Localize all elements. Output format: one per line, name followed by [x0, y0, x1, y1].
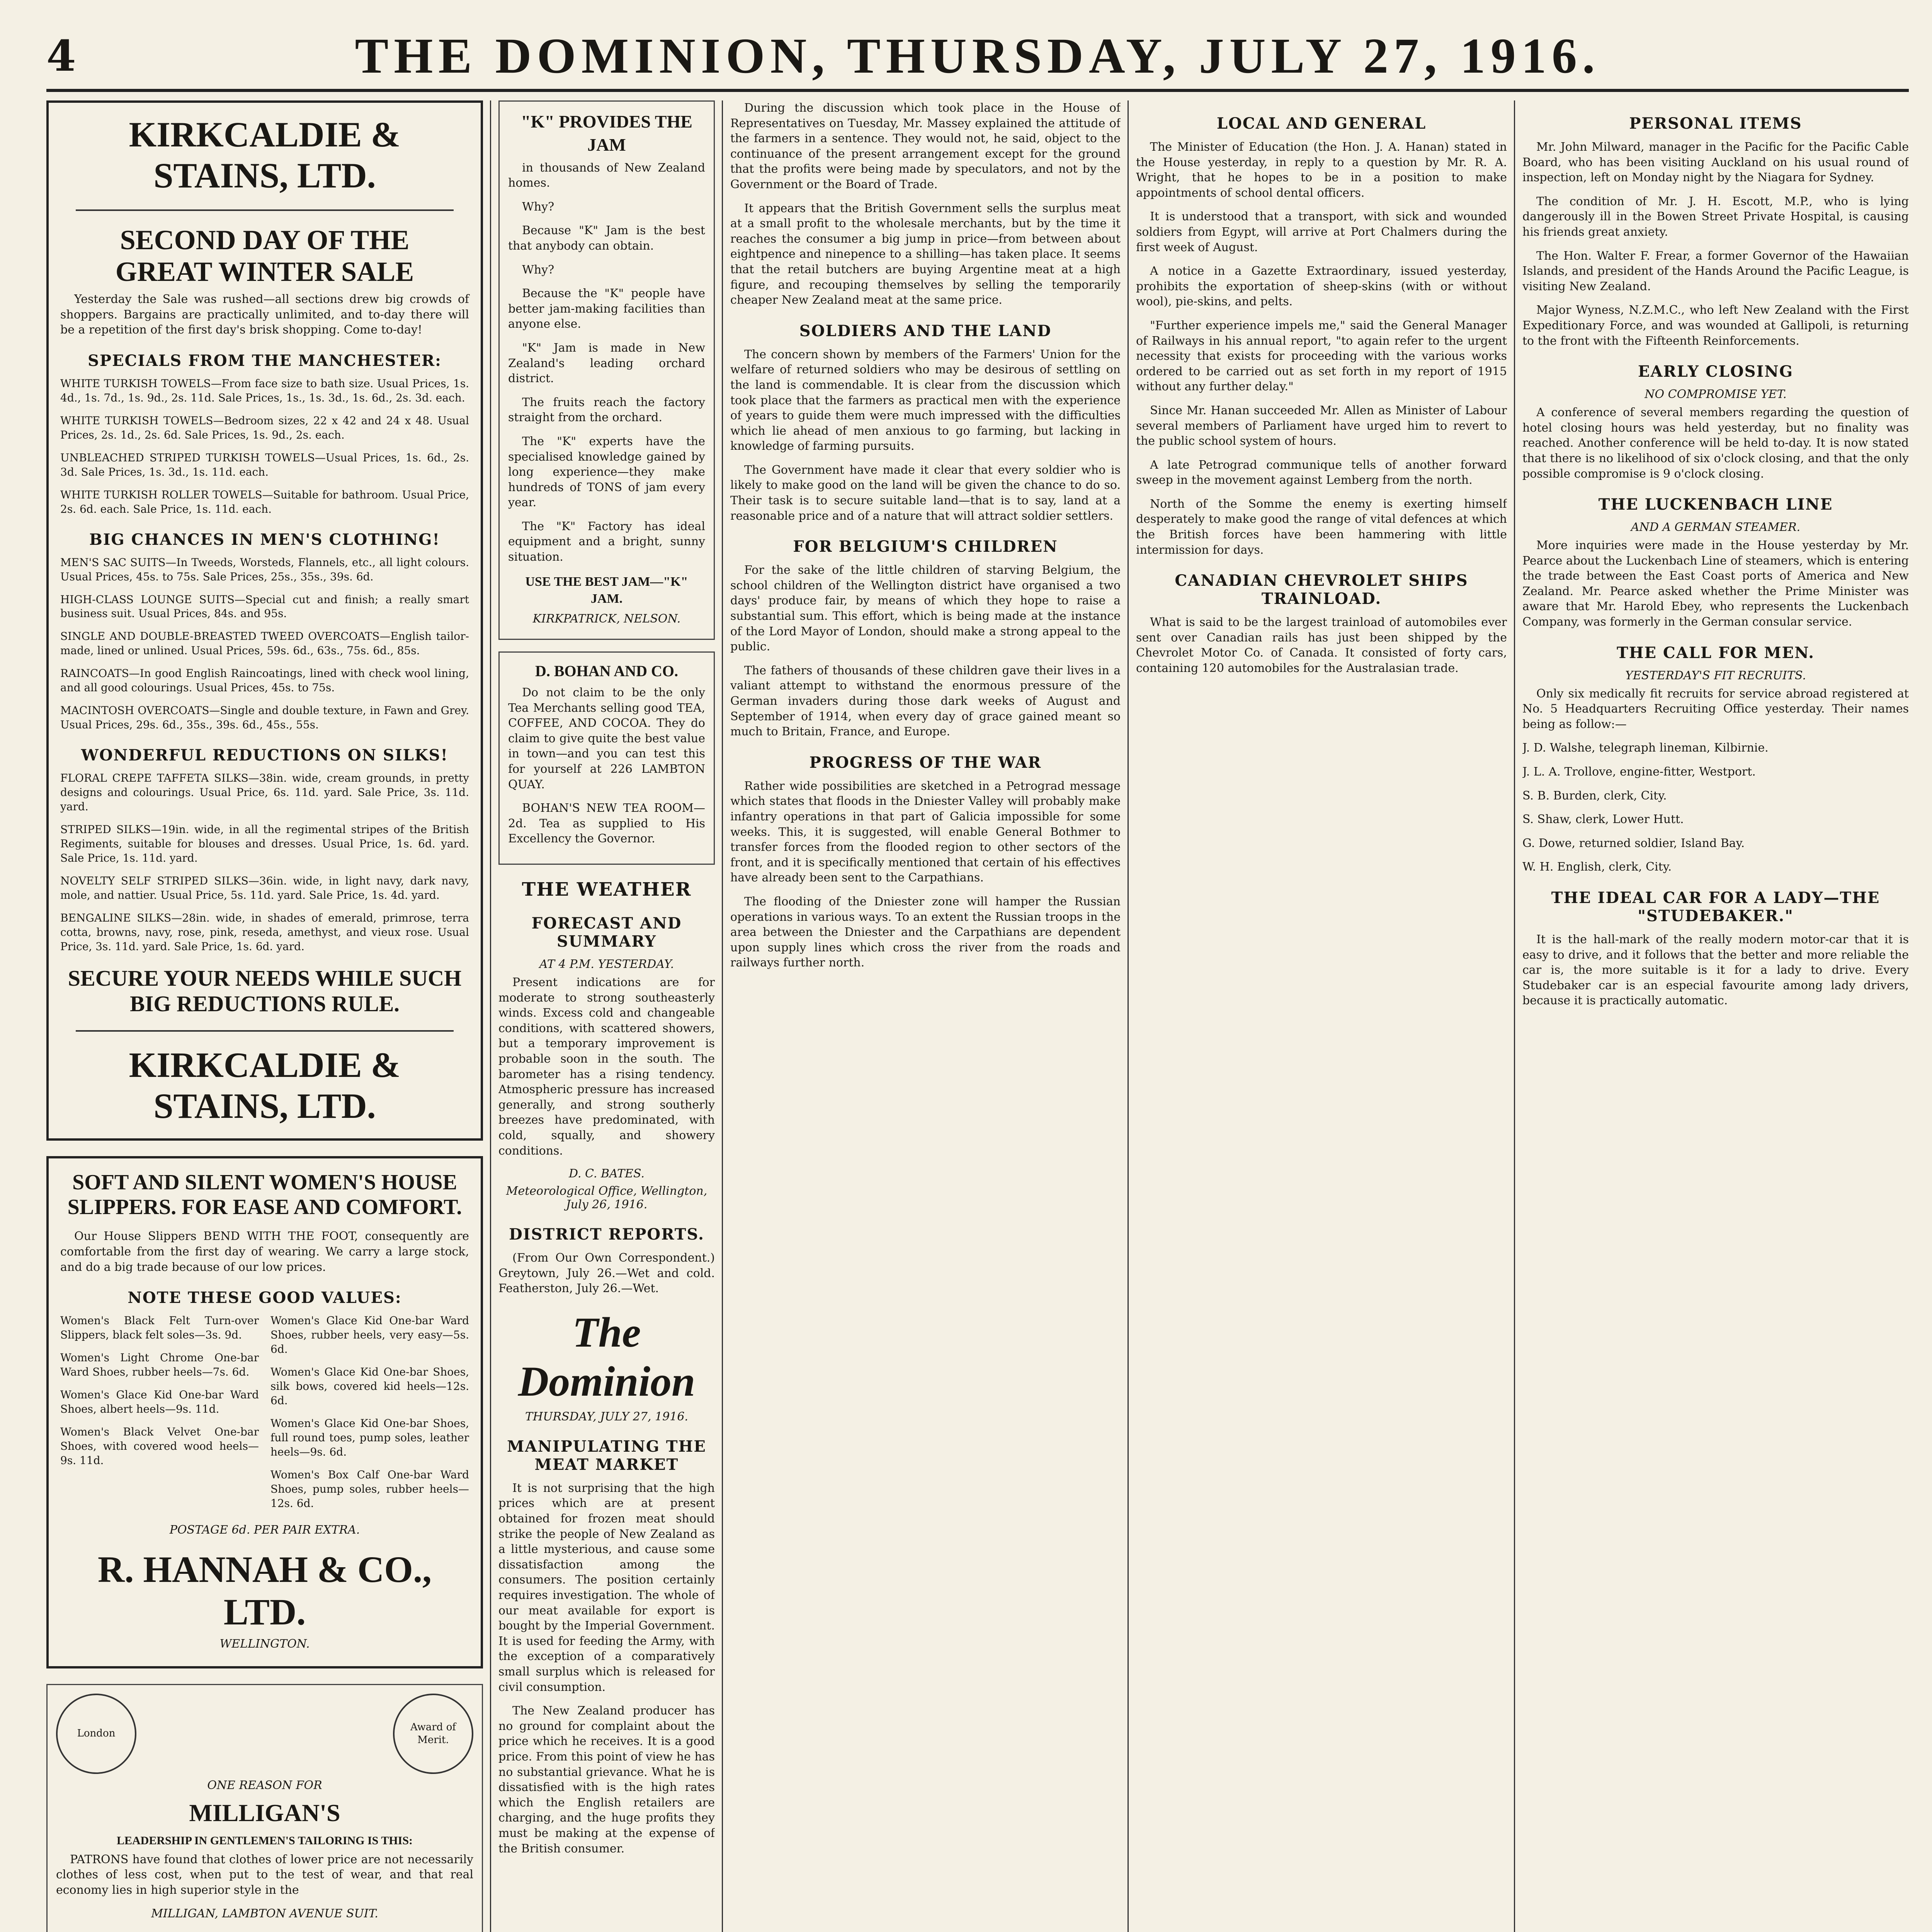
jam-line: Because the "K" people have better jam-making facilities than anyone else.	[508, 287, 705, 331]
weather-signed: D. C. BATES.	[568, 1167, 645, 1181]
jam-line: Why?	[522, 200, 554, 214]
lower-ads-left	[46, 1684, 483, 1932]
specials-heading: SPECIALS FROM THE MANCHESTER:	[88, 351, 442, 370]
list-item: WHITE TURKISH TOWELS—From face size to bath size. Usual Prices, 1s. 4d., 1s. 7d., 1s. 9d., 2s. 11d. Sale Prices, 1s., 1s. 3d., 1s. 6d., 2s. 3d. each.	[60, 377, 469, 404]
list-item: STRIPED SILKS—19in. wide, in all the regimental stripes of the British Regiments, suitable for blouses and dresses. Usual Price, 1s. 6d. yard. Sale Price, 1s. 11d. yard.	[60, 823, 469, 864]
award-icon: Award of Merit.	[393, 1694, 473, 1774]
column-rule	[490, 100, 491, 1932]
paragraph: A notice in a Gazette Extraordinary, issued yesterday, prohibits the exportation of sheep-skins (with or without wool), pie-skins, and pelts.	[1136, 264, 1507, 309]
call-title: THE CALL FOR MEN.	[1616, 643, 1815, 662]
column-4	[1136, 100, 1507, 1932]
list-item: WHITE TURKISH TOWELS—Bedroom sizes, 22 x 42 and 24 x 48. Usual Prices, 2s. 1d., 2s. 6d. Sale Prices, 1s. 9d., 2s. each.	[60, 414, 469, 441]
silks-heading: WONDERFUL REDUCTIONS ON SILKS!	[81, 746, 449, 765]
milligans-body: PATRONS have found that clothes of lower price are not necessarily clothes of less cost, when put to the test of wear, and that real economy lies in high superior style in the	[56, 1852, 473, 1897]
list-item: J. D. Walshe, telegraph lineman, Kilbirnie.	[1522, 741, 1769, 755]
list-item: Women's Glace Kid One-bar Shoes, full round toes, pump soles, leather heels—9s. 6d.	[270, 1417, 469, 1458]
paragraph: What is said to be the largest trainload of automobiles ever sent over Canadian rails has just been shipped by the Chevrolet Motor Co. of Canada. It consisted of forty cars, containing 120 automobiles for the Australasian trade.	[1136, 616, 1507, 675]
hannah-name: R. HANNAH & CO., LTD.	[98, 1548, 432, 1633]
list-item: G. Dowe, returned soldier, Island Bay.	[1522, 836, 1745, 850]
jam-line: The "K" experts have the specialised knowledge gained by long experience—they make hundreds of TONS of jam every year.	[508, 434, 705, 510]
soldiers-title: SOLDIERS AND THE LAND	[799, 321, 1052, 340]
recruit-list	[1522, 740, 1909, 875]
car-title: THE IDEAL CAR FOR A LADY—THE "STUDEBAKER."	[1551, 889, 1880, 925]
list-item: Women's Black Felt Turn-over Slippers, black felt soles—3s. 9d.	[60, 1314, 259, 1342]
tea-body: Do not claim to be the only Tea Merchants selling good TEA, COFFEE, AND COCOA. They do claim to give quite the best value in town—and you can test this for yourself at 226 LAMBTON QUAY.	[508, 686, 705, 791]
list-item: MEN'S SAC SUITS—In Tweeds, Worsteds, Flannels, etc., all light colours. Usual Prices, 45s. to 75s. Sale Prices, 25s., 35s., 39s. 6d.	[60, 556, 469, 583]
list-item: W. H. English, clerk, City.	[1522, 860, 1672, 874]
list-item: NOVELTY SELF STRIPED SILKS—36in. wide, in light navy, dark navy, mole, and nattier. Usual Price, 5s. 11d. yard. Sale Price, 1s. 4d. yard.	[60, 874, 469, 901]
tea-ad	[498, 651, 715, 865]
personal-title: PERSONAL ITEMS	[1629, 114, 1802, 133]
mens-heading: BIG CHANCES IN MEN'S CLOTHING!	[89, 530, 440, 549]
paragraph: Mr. John Milward, manager in the Pacific for the Pacific Cable Board, who has been visiting Auckland on his usual round of inspection, left on Monday night by the Niagara for Sydney.	[1522, 140, 1909, 185]
sale-intro: Yesterday the Sale was rushed—all sections drew big crowds of shoppers. Bargains are practically unlimited, and to-day there will be a repetition of the first day's brisk shopping. Come to-day!	[60, 293, 469, 337]
column-rule	[1514, 100, 1515, 1932]
paragraph: It is not surprising that the high prices which are at present obtained for frozen meat should strike the people of New Zealand as a little mysterious, and cause some dissatisfaction among the consumers. The position certainly requires investigation. The whole of our meat available for export is bought by the Imperial Government. It is used for feeding the Army, with the exception of a comparatively small surplus which is released for civil consumption.	[498, 1481, 715, 1694]
paragraph: The Government have made it clear that every soldier who is likely to make good on the land will be given the chance to do so. Their task is to secure suitable land—that is to say, land at a reasonable price and of a nature that will attract soldier settlers.	[730, 463, 1121, 523]
jam-line: Because "K" Jam is the best that anybody can obtain.	[508, 224, 705, 253]
tea-firm: D. BOHAN AND CO.	[535, 662, 679, 680]
list-item: SINGLE AND DOUBLE-BREASTED TWEED OVERCOATS—English tailor-made, lined or unlined. Usual Prices, 59s. 6d., 63s., 75s. 6d., 85s.	[60, 630, 469, 657]
divider	[76, 1030, 454, 1032]
editorial-date: THURSDAY, JULY 27, 1916.	[525, 1410, 688, 1423]
weather-office: Meteorological Office, Wellington, July 26, 1916.	[506, 1184, 707, 1212]
column-rule	[1128, 100, 1129, 1932]
weather-time: AT 4 P.M. YESTERDAY.	[539, 957, 674, 971]
paragraph: During the discussion which took place in the House of Representatives on Tuesday, Mr. Massey explained the attitude of the farmers in a sentence. They would not, he said, object to the continuance of the present arrangement except for the ground that the profits were being made by speculators, and not by the Government or the Board of Trade.	[730, 101, 1121, 191]
paragraph: The Hon. Walter F. Frear, a former Governor of the Hawaiian Islands, and president of the Hands Around the Pacific League, is visiting New Zealand.	[1522, 249, 1909, 293]
tea-brand: BOHAN'S NEW TEA ROOM—2d. Tea as supplied to His Excellency the Governor.	[508, 801, 705, 846]
list-item: Women's Black Velvet One-bar Shoes, with covered wood heels—9s. 11d.	[60, 1425, 259, 1467]
medal-icon: London	[56, 1694, 136, 1774]
specials-list	[60, 377, 469, 517]
jam-maker: KIRKPATRICK, NELSON.	[532, 612, 681, 626]
paragraph: A conference of several members regarding the question of hotel closing hours was held yesterday, but no finality was reached. Another conference will be held to-day. It is now stated that there is no likelihood of six o'clock closing, and that the only possible compromise is 9 o'clock closing.	[1522, 406, 1909, 481]
progress-title: PROGRESS OF THE WAR	[809, 753, 1042, 772]
jam-slogan: USE THE BEST JAM—"K" JAM.	[525, 574, 688, 606]
slippers-headline: SOFT AND SILENT WOMEN'S HOUSE SLIPPERS. FOR EASE AND COMFORT.	[67, 1170, 462, 1219]
kirkcaldie-ad	[46, 100, 483, 1141]
jam-line: in thousands of New Zealand homes.	[508, 161, 705, 190]
jam-title: "K" PROVIDES THE JAM	[521, 112, 692, 155]
divider	[76, 209, 454, 211]
list-item: Women's Glace Kid One-bar Ward Shoes, albert heels—9s. 11d.	[60, 1388, 259, 1415]
closing-sub: NO COMPROMISE YET.	[1645, 388, 1787, 401]
list-item: Women's Glace Kid One-bar Ward Shoes, rubber heels, very easy—5s. 6d.	[270, 1314, 469, 1356]
jam-ad	[498, 100, 715, 640]
paragraph: It is understood that a transport, with sick and wounded soldiers from Egypt, will arrive at Port Chalmers during the first week of August.	[1136, 210, 1507, 254]
column-3	[730, 100, 1121, 1932]
mens-list	[60, 556, 469, 733]
editorial-title: The Dominion	[518, 1308, 696, 1405]
milligans-name: MILLIGAN'S	[189, 1799, 340, 1827]
slippers-ad	[46, 1156, 483, 1669]
masthead: THE DOMINION, THURSDAY, JULY 27, 1916.	[355, 28, 1600, 84]
one-reason: ONE REASON FOR	[207, 1779, 322, 1793]
list-item: UNBLEACHED STRIPED TURKISH TOWELS—Usual Prices, 1s. 6d., 2s. 3d. Sale Prices, 1s. 3d., 1s. 11d. each.	[60, 451, 469, 478]
jam-line: "K" Jam is made in New Zealand's leading orchard district.	[508, 341, 705, 386]
weather-body: Present indications are for moderate to strong southeasterly winds. Excess cold and changeable conditions, with scattered showers, but a temporary improvement is probable soon in the south. The barometer has a rising tendency. Atmospheric pressure has increased generally, and strong southerly breezes have predominated, with cold, squally, and showery conditions.	[498, 975, 715, 1158]
paragraph: It is the hall-mark of the really modern motor-car that it is easy to drive, and it follows that the better and more reliable the car is, the more suitable is it for a lady to drive. Every Studebaker car is an especial favourite among lady drivers, because it is practically automatic.	[1522, 933, 1909, 1008]
hannah-town: WELLINGTON.	[219, 1637, 310, 1651]
page-number: 4	[46, 31, 76, 81]
lower-ads-row	[46, 1684, 483, 1932]
paragraph: The flooding of the Dniester zone will hamper the Russian operations in various ways. To an extent the Russian troops in the area between the Dniester and the Carpathians are dependent upon supply lines which cross the river from the roads and railways further north.	[730, 895, 1121, 970]
list-item: WHITE TURKISH ROLLER TOWELS—Suitable for bathroom. Usual Price, 2s. 6d. each. Sale Price, 1s. 11d. each.	[60, 488, 469, 515]
editorial-headline: MANIPULATING THE MEAT MARKET	[507, 1437, 706, 1474]
column-2	[498, 100, 715, 1932]
column-rule	[722, 100, 723, 1932]
values-grid	[60, 1314, 469, 1519]
paragraph: The Minister of Education (the Hon. J. A. Hanan) stated in the House yesterday, in reply to a question by Mr. R. A. Wright, that he hopes to be in a position to make appointments of school dental officers.	[1136, 140, 1507, 200]
belgium-title: FOR BELGIUM'S CHILDREN	[793, 537, 1058, 556]
list-item: BENGALINE SILKS—28in. wide, in shades of emerald, primrose, terra cotta, browns, navy, rose, pink, reseda, amethyst, and vieux rose. Usual Price, 3s. 11d. yard. Sale Price, 1s. 6d. yard.	[60, 911, 469, 953]
local-title: LOCAL AND GENERAL	[1216, 114, 1427, 133]
list-item: Women's Box Calf One-bar Ward Shoes, pump soles, rubber heels—12s. 6d.	[270, 1468, 469, 1510]
medal-row	[56, 1694, 473, 1774]
luckenbach-title: THE LUCKENBACH LINE	[1598, 495, 1833, 514]
closing-title: EARLY CLOSING	[1638, 362, 1793, 381]
weather-title: THE WEATHER	[522, 878, 692, 900]
page-header	[46, 23, 1909, 92]
values-heading: NOTE THESE GOOD VALUES:	[128, 1289, 402, 1307]
paragraph: The New Zealand producer has no ground for complaint about the price which he receives. It is a good price. From this point of view he has no substantial grievance. What he is dissatisfied with is the high rates which the English retailers are charging, and the huge profits they must be making at the expense of the British consumer.	[498, 1704, 715, 1855]
paragraph: More inquiries were made in the House yesterday by Mr. Pearce about the Luckenbach Line of steamers, which is entering the trade between the East Coast ports of America and New Zealand. Mr. Pearce asked whether the Prime Minister was aware that Mr. Harold Ebey, who represents the Luckenbach Company, was formerly in the German consular service.	[1522, 539, 1909, 629]
kirkcaldie-name-footer: KIRKCALDIE & STAINS, LTD.	[129, 1045, 401, 1126]
slippers-intro: Our House Slippers BEND WITH THE FOOT, consequently are comfortable from the first day of wearing. We carry a large stock, and do a big trade because of our low prices.	[60, 1230, 469, 1274]
call-sub: YESTERDAY'S FIT RECRUITS.	[1625, 668, 1806, 682]
milligans-sub: LEADERSHIP IN GENTLEMEN'S TAILORING IS THIS:	[116, 1834, 413, 1847]
jam-line: The "K" Factory has ideal equipment and a bright, sunny situation.	[508, 519, 705, 564]
district-head: DISTRICT REPORTS.	[509, 1225, 704, 1244]
paragraph: For the sake of the little children of starving Belgium, the school children of the Wellington district have organised a two days' produce fair, by means of which they hope to raise a substantial sum. This effort, which is being made at the instance of the Lord Mayor of London, should make a strong appeal to the public.	[730, 563, 1121, 654]
postage-note: POSTAGE 6d. PER PAIR EXTRA.	[169, 1523, 360, 1537]
list-item: MACINTOSH OVERCOATS—Single and double texture, in Fawn and Grey. Usual Prices, 29s. 6d., 35s., 39s. 6d., 45s., 55s.	[60, 704, 469, 731]
list-item: Women's Glace Kid One-bar Shoes, silk bows, covered kid heels—12s. 6d.	[270, 1366, 469, 1407]
paragraph: Only six medically fit recruits for service abroad registered at No. 5 Headquarters Recruiting Office yesterday. Their names being as follow:—	[1522, 687, 1909, 731]
milligans-ad	[46, 1684, 483, 1932]
paragraph: The condition of Mr. J. H. Escott, M.P., who is lying dangerously ill in the Bowen Street Private Hospital, is causing his friends great anxiety.	[1522, 194, 1909, 239]
jam-line: The fruits reach the factory straight from the orchard.	[508, 395, 705, 425]
column-5	[1522, 100, 1909, 1932]
column-1	[46, 100, 483, 1932]
paragraph: The concern shown by members of the Farmers' Union for the welfare of returned soldiers who may be desirous of settling on the land is commendable. It is clear from the discussion which took place that the farmers as practical men with the experience of years to guide them were much impressed with the difficulties which lie ahead of men anxious to go farming, but lacking in knowledge of farming pursuits.	[730, 347, 1121, 453]
milligans-address: MILLIGAN, LAMBTON AVENUE SUIT.	[151, 1907, 378, 1921]
paragraph: North of the Somme the enemy is exerting himself desperately to make good the range of vital defences at which the British forces have been hammering with little intermission for days.	[1136, 497, 1507, 557]
list-item: RAINCOATS—In good English Raincoatings, lined with check wool lining, and all good colourings. Usual Prices, 45s. to 75s.	[60, 667, 469, 694]
sale-headline: SECOND DAY OF THE GREAT WINTER SALE	[115, 224, 414, 287]
list-item: S. B. Burden, clerk, City.	[1522, 789, 1667, 803]
paragraph: Major Wyness, N.Z.M.C., who left New Zealand with the First Expeditionary Force, and was wounded at Gallipoli, is returning to the front with the Fifteenth Reinforcements.	[1522, 303, 1909, 348]
paragraph: Rather wide possibilities are sketched in a Petrograd message which states that floods in the Dniester Valley will probably make infantry operations in that part of Galicia impossible for some weeks. This, it is suggested, will enable General Bothmer to transfer forces from the flooded region to other sectors of the front, and it is specifically mentioned that certain of his effectives have already been sent to the Carpathians.	[730, 779, 1121, 885]
paragraph: A late Petrograd communique tells of another forward sweep in the movement against Lemberg from the north.	[1136, 458, 1507, 487]
paragraph: The fathers of thousands of these children gave their lives in a valiant attempt to withstand the enormous pressure of the German invaders during those dark weeks of August and September of 1914, when every day of grace gained meant so much to Britain, France, and Europe.	[730, 663, 1121, 739]
paragraph: "Further experience impels me," said the General Manager of Railways in his annual report, "to again refer to the urgent necessity that exists for proceeding with the various works ordered to be carried out as set forth in my report of 1915 without any further delay."	[1136, 318, 1507, 394]
weather-sub: FORECAST AND SUMMARY	[531, 914, 682, 951]
paragraph: Since Mr. Hanan succeeded Mr. Allen as Minister of Labour several members of Parliament have urged him to revert to the public school system of hours.	[1136, 403, 1507, 448]
chevrolet-title: CANADIAN CHEVROLET SHIPS TRAINLOAD.	[1175, 571, 1468, 608]
silks-list	[60, 771, 469, 954]
kirkcaldie-name: KIRKCALDIE & STAINS, LTD.	[129, 115, 401, 195]
paragraph: It appears that the British Government sells the surplus meat at a small profit to the wholesale merchants, but by the time it reaches the consumer a big jump in price—from between about eightpence and ninepence to a shilling—has taken place. It seems that the retail butchers are buying Argentine meat at a high figure, and recouping themselves by selling the temporarily cheaper New Zealand meat at the same price.	[730, 201, 1121, 307]
list-item: HIGH-CLASS LOUNGE SUITS—Special cut and finish; a really smart business suit. Usual Prices, 84s. and 95s.	[60, 593, 469, 620]
district-reports: (From Our Own Correspondent.) Greytown, July 26.—Wet and cold. Featherston, July 26.—Wet.	[498, 1251, 715, 1296]
list-item: S. Shaw, clerk, Lower Hutt.	[1522, 813, 1684, 827]
luckenbach-sub: AND A GERMAN STEAMER.	[1631, 520, 1801, 534]
list-item: FLORAL CREPE TAFFETA SILKS—38in. wide, cream grounds, in pretty designs and colourings. Usual Price, 6s. 11d. yard. Sale Price, 3s. 11d. yard.	[60, 772, 469, 813]
jam-line: Why?	[522, 263, 554, 277]
list-item: J. L. A. Trollove, engine-fitter, Westport.	[1522, 765, 1756, 779]
list-item: Women's Light Chrome One-bar Ward Shoes, rubber heels—7s. 6d.	[60, 1351, 259, 1378]
sale-slogan: SECURE YOUR NEEDS WHILE SUCH BIG REDUCTIONS RULE.	[68, 965, 462, 1017]
